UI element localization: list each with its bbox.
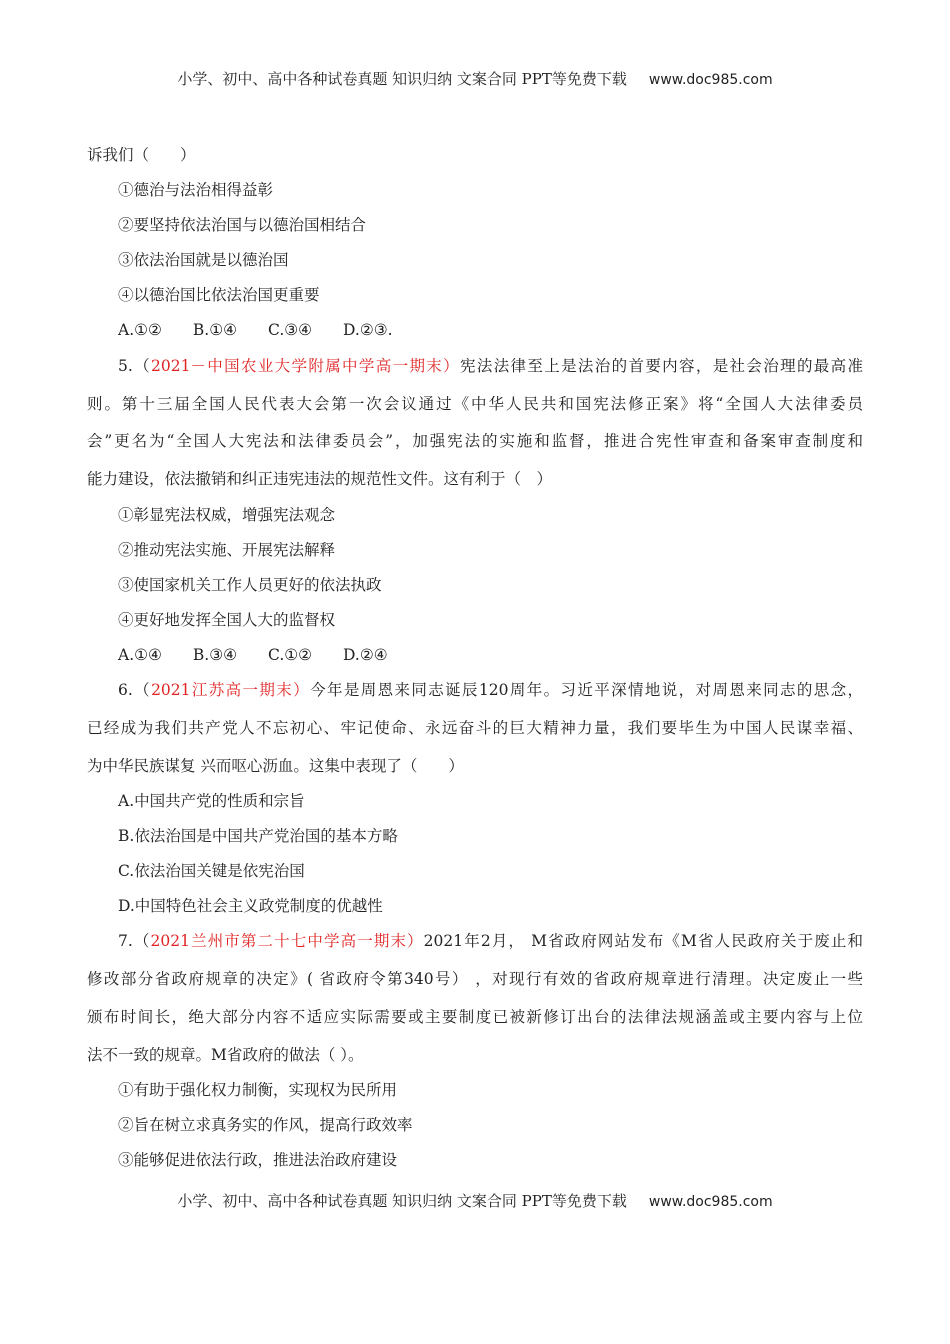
q7-stem-line: 法不一致的规章。M省政府的做法（ ）。: [87, 1046, 364, 1064]
q6-stem-line: 已经成为我们共产党人不忘初心、牢记使命、永远奋斗的巨大精神力量，我们要毕生为中国人民谋幸福、: [87, 719, 863, 737]
header-site[interactable]: www.doc985.com: [648, 72, 773, 88]
q5-option: ④更好地发挥全国人大的监督权: [118, 611, 336, 629]
q5-option: ③使国家机关工作人员更好的依法执政: [118, 576, 382, 594]
q7-stem-line: [118, 931, 863, 951]
q7-option: ③能够促进依法行政，推进法治政府建设: [118, 1151, 398, 1169]
question-source: 2021－中国农业大学附属中学高一期末）: [150, 357, 460, 375]
header-text: 小学、初中、高中各种试卷真题 知识归纳 文案合同 PPT等免费下载: [177, 70, 627, 88]
q4-stem-tail: 诉我们（ ）: [87, 146, 196, 164]
q4-option: ③依法治国就是以德治国: [118, 251, 289, 269]
q5-stem-line: 会”更名为“全国人大宪法和法律委员会”，加强宪法的实施和监督，推进合宪性审查和备案审查制度和: [87, 432, 863, 450]
q4-option: ①德治与法治相得益彰: [118, 181, 274, 199]
question-number: 6.（: [118, 681, 152, 699]
q5-stem-line: 能力建设，依法撤销和纠正违宪违法的规范性文件。这有利于（ ）: [87, 470, 553, 488]
q6-option: B.依法治国是中国共产党治国的基本方略: [118, 827, 398, 845]
footer-text: 小学、初中、高中各种试卷真题 知识归纳 文案合同 PPT等免费下载: [177, 1192, 627, 1210]
q7-text: 2021年2月， M省政府网站发布《M省人民政府关于废止和: [423, 932, 863, 950]
q5-option: ①彰显宪法权威，增强宪法观念: [118, 506, 336, 524]
q6-option: C.依法治国关键是依宪治国: [118, 862, 305, 880]
page-header: [0, 68, 950, 89]
page-footer: [0, 1190, 950, 1211]
question-source: 2021江苏高一期末）: [151, 681, 311, 699]
question-number: 7.（: [118, 932, 151, 950]
q5-stem-line: 则。第十三届全国人民代表大会第一次会议通过《中华人民共和国宪法修正案》将“全国人大法律委员: [87, 395, 863, 413]
q5-choices: A.①④ B.③④ C.①② D.②④: [118, 646, 388, 664]
question-number: 5.（: [118, 357, 151, 375]
q6-stem-line: [118, 680, 863, 700]
q6-stem-line: 为中华民族谋复 兴而呕心沥血。这集中表现了（ ）: [87, 757, 464, 775]
footer-site[interactable]: www.doc985.com: [648, 1194, 773, 1210]
q5-text: 宪法法律至上是法治的首要内容，是社会治理的最高准: [460, 357, 863, 375]
question-source: 2021兰州市第二十七中学高一期末）: [150, 932, 424, 950]
q4-option: ④以德治国比依法治国更重要: [118, 286, 320, 304]
q4-option: ②要坚持依法治国与以德治国相结合: [118, 216, 367, 234]
q7-option: ①有助于强化权力制衡，实现权为民所用: [118, 1081, 398, 1099]
q6-option: D.中国特色社会主义政党制度的优越性: [118, 897, 383, 915]
q7-stem-line: 颁布时间长，绝大部分内容不适应实际需要或主要制度已被新修订出台的法律法规涵盖或主要内容与上位: [87, 1008, 863, 1026]
q6-text: 今年是周恩来同志诞辰120周年。习近平深情地说，对周恩来同志的思念，: [310, 681, 864, 699]
q7-stem-line: 修改部分省政府规章的决定》( 省政府令第340号） ，对现行有效的省政府规章进行清理。决定废止一些: [87, 970, 863, 988]
q5-option: ②推动宪法实施、开展宪法解释: [118, 541, 336, 559]
q4-choices: A.①② B.①④ C.③④ D.②③.: [118, 321, 393, 339]
q7-option: ②旨在树立求真务实的作风，提高行政效率: [118, 1116, 413, 1134]
q6-option: A.中国共产党的性质和宗旨: [118, 792, 305, 810]
q5-stem-line: [118, 356, 863, 376]
